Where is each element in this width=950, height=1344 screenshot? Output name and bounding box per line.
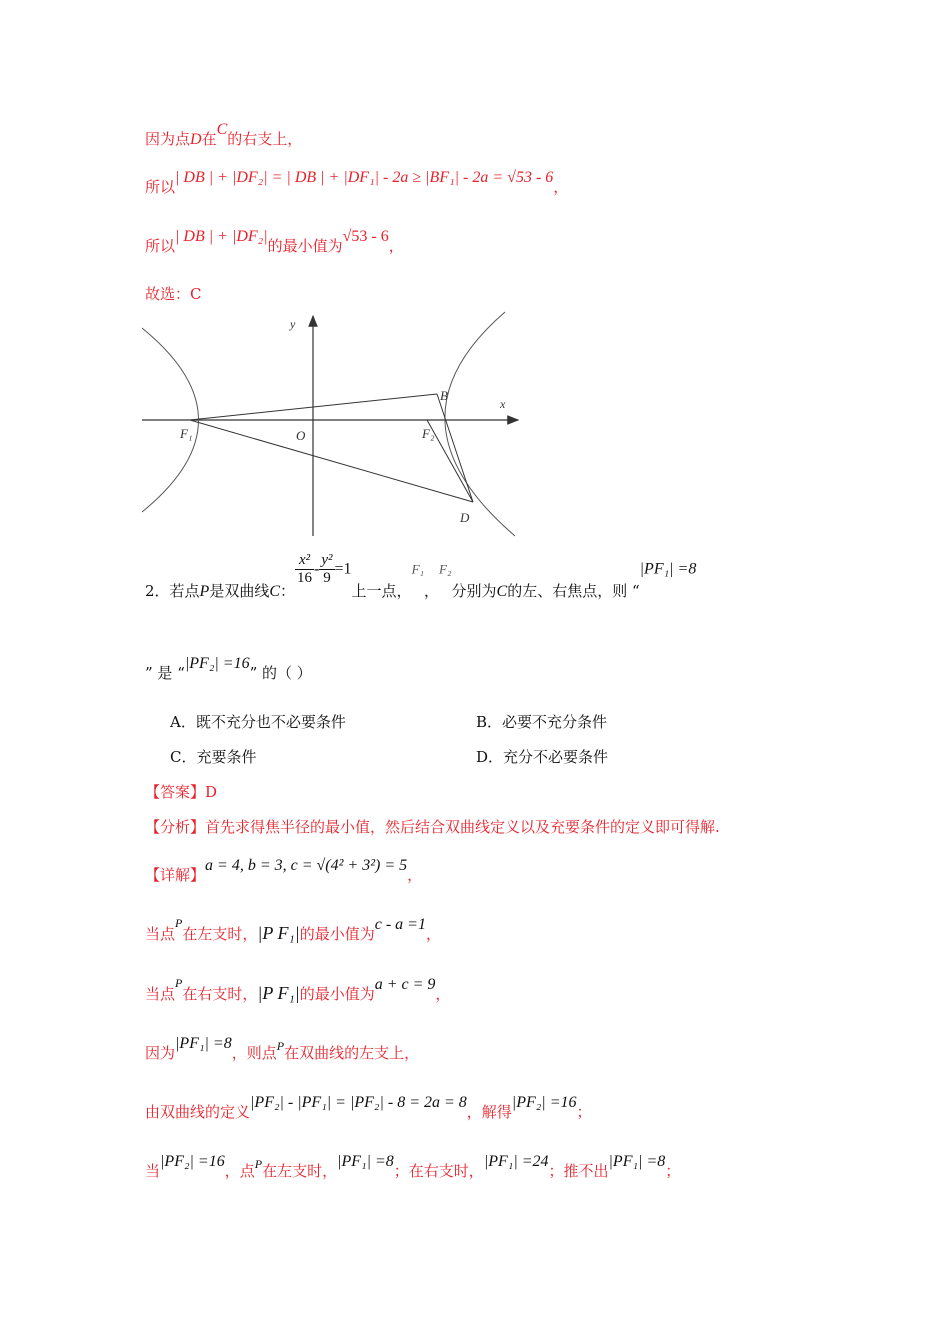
abs-PF1-eq-24: |PF₁| =24 (483, 1153, 549, 1170)
detail-equation: a = 4, b = 3, c = √(4² + 3²) = 5 (205, 857, 408, 874)
text-segment: 分别为 (451, 581, 497, 600)
abs-PF1: |P F₁| (257, 923, 300, 943)
text-segment: 在左支时， (182, 925, 258, 943)
text-segment: ；在右支时， (393, 1162, 484, 1180)
option-C[interactable]: C．充要条件 (170, 748, 257, 766)
text-segment: 的最小值为 (267, 237, 343, 255)
var-P: P (199, 582, 210, 600)
text-segment: ； (576, 1103, 592, 1121)
abs-PF1: |P F₁| (257, 983, 300, 1003)
fraction-x2-16 (295, 552, 314, 587)
abs-PF1-eq-8: |PF₁| =8 (175, 1035, 232, 1052)
condition-PF2: |PF₂| =16 (184, 655, 250, 672)
text-segment: ； (665, 1162, 681, 1180)
result-PF2: |PF₂| =16 (511, 1094, 577, 1111)
label-origin: O (296, 428, 306, 443)
var-P: P (175, 976, 183, 990)
text-segment: 的最小值为 (299, 925, 375, 943)
solution-line-3 (145, 228, 404, 256)
label-y: y (290, 317, 296, 331)
text-segment: 在 (201, 130, 217, 148)
text-segment: ” 的（ ） (249, 664, 312, 682)
definition-equation: |PF₂| - |PF₁| = |PF₂| - 8 = 2a = 8 (250, 1094, 467, 1111)
question-number: 2．若点 (145, 581, 200, 600)
step-line-1 (145, 916, 441, 944)
text-segment: 所以 (145, 237, 176, 255)
abs-PF1-eq-8: |PF₁| =8 (337, 1153, 394, 1170)
label-x: x (500, 397, 506, 411)
text-segment: 当点 (145, 925, 176, 943)
equals-one: =1 (334, 560, 352, 578)
var-F1: F₁ (411, 561, 425, 577)
fraction-denominator: 16 (297, 570, 313, 586)
condition-PF1: |PF₁| =8 (639, 560, 697, 578)
text-segment: 在右支时， (182, 985, 258, 1003)
text-segment: ， (407, 866, 423, 884)
text-segment: 是双曲线 (209, 581, 270, 600)
inequality-expression: | DB | + |DF₂| = | DB | + |DF₁| - 2a ≥ |BF₁| - 2a = √53 - 6 (175, 169, 554, 186)
text-segment: 当 (145, 1162, 161, 1180)
label-F2: F₂ (422, 426, 435, 441)
text-segment: ，点 (224, 1162, 255, 1180)
var-C: C (216, 121, 228, 138)
text-segment: ， (424, 581, 440, 600)
option-A[interactable]: A．既不充分也不必要条件 (170, 713, 346, 731)
option-D[interactable]: D．充分不必要条件 (476, 748, 609, 766)
var-C: C (269, 582, 281, 600)
min-value: √53 - 6 (342, 228, 389, 245)
text-segment: ， (388, 237, 404, 255)
text-segment: 所以 (145, 178, 176, 196)
text-segment: 的左、右焦点，则 “ (507, 581, 640, 600)
solution-line-1 (145, 121, 303, 149)
text-segment: 的右支上， (227, 130, 303, 148)
hyperbola-figure (140, 310, 530, 545)
min-value-left: c - a =1 (374, 916, 426, 933)
text-segment: ，解得 (466, 1103, 512, 1121)
fraction-denominator: 9 (323, 570, 331, 586)
step-line-2 (145, 976, 451, 1004)
solution-line-2 (145, 169, 569, 197)
text-segment: ， (425, 925, 441, 943)
text-segment: ；推不出 (548, 1162, 609, 1180)
fraction-numerator: y² (321, 552, 333, 568)
text-segment: 当点 (145, 985, 176, 1003)
question-2-line-2 (145, 655, 312, 683)
minus-sign: - (314, 560, 320, 578)
text-segment: 在双曲线的左支上， (284, 1044, 420, 1062)
var-P: P (254, 1157, 263, 1171)
min-value-right: a + c = 9 (374, 976, 436, 993)
abs-PF1-eq-8: |PF₁| =8 (608, 1153, 666, 1170)
var-F2: F₂ (439, 561, 452, 577)
var-P: P (276, 1039, 285, 1053)
text-segment: ， (553, 178, 569, 196)
text-segment: 在左支时， (262, 1162, 338, 1180)
text-segment: 由双曲线的定义 (145, 1103, 251, 1121)
text-segment: 因为 (145, 1044, 176, 1062)
sum-expression: | DB | + |DF₂| (175, 228, 268, 245)
var-P: P (175, 916, 183, 930)
text-segment: ， (435, 985, 451, 1003)
text-segment: 因为点 (145, 130, 191, 148)
text-segment: ” 是 “ (145, 664, 185, 682)
text-segment: 的最小值为 (299, 985, 375, 1003)
label-B: B (440, 388, 448, 403)
answer-line: 【答案】D (145, 783, 218, 801)
var-D: D (190, 131, 202, 148)
text-segment: ： (280, 581, 296, 600)
detail-line (145, 857, 423, 885)
step-line-5 (145, 1153, 681, 1181)
text-segment: ，则点 (231, 1044, 277, 1062)
var-C: C (496, 582, 508, 600)
label-F1: F₁ (180, 426, 193, 441)
fraction-y2-9 (319, 552, 334, 587)
detail-label: 【详解】 (145, 866, 206, 884)
step-line-3 (145, 1035, 420, 1063)
solution-line-4: 故选：C (145, 285, 202, 303)
text-segment: 上一点， (351, 581, 412, 600)
hyperbola-right-branch (445, 312, 515, 536)
fraction-numerator: x² (295, 552, 314, 570)
question-2-line-1 (145, 552, 697, 600)
analysis-line: 【分析】首先求得焦半径的最小值，然后结合双曲线定义以及充要条件的定义即可得解. (145, 818, 720, 836)
option-B[interactable]: B．必要不充分条件 (476, 713, 608, 731)
label-D: D (460, 510, 470, 525)
step-line-4 (145, 1094, 592, 1122)
abs-PF2-eq-16: |PF₂| =16 (160, 1153, 225, 1170)
